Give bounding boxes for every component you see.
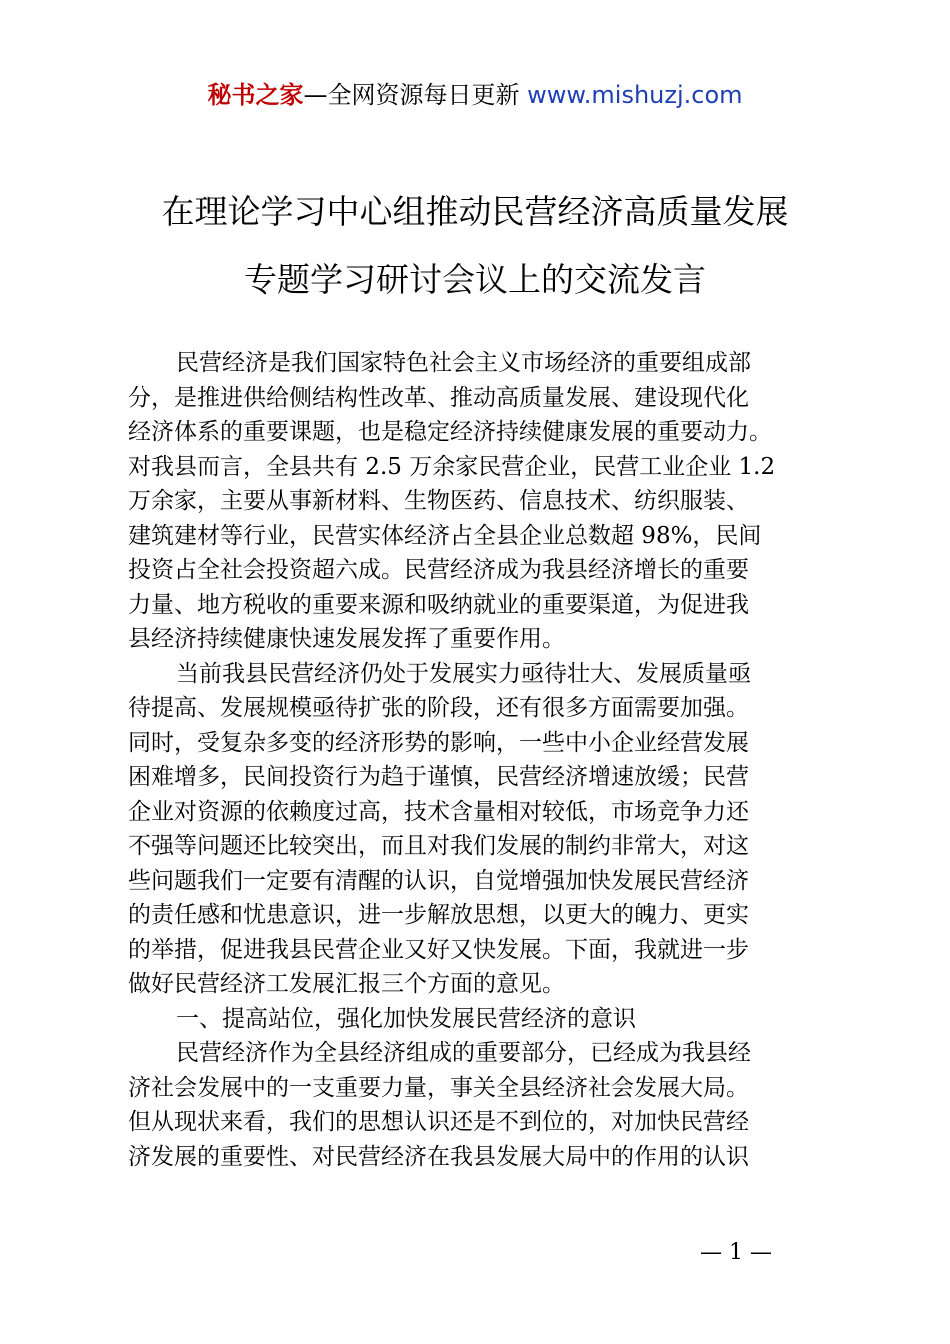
paragraph-line: 济社会发展中的一支重要力量，事关全县经济社会发展大局。 bbox=[128, 1074, 749, 1101]
document-title-line-2: 专题学习研讨会议上的交流发言 bbox=[244, 260, 706, 299]
paragraph-line: 民营经济是我们国家特色社会主义市场经济的重要组成部 bbox=[176, 350, 751, 376]
paragraph-line: 济发展的重要性、对民营经济在我县发展大局中的作用的认识 bbox=[128, 1143, 749, 1170]
paragraph-line: 万余家，主要从事新材料、生物医药、信息技术、纺织服装、 bbox=[128, 488, 749, 514]
paragraph-line: 民营经济作为全县经济组成的重要部分，已经成为我县经 bbox=[176, 1040, 751, 1066]
page-number: — 1 — bbox=[700, 1240, 772, 1265]
section-heading: 一、提高站位，强化加快发展民营经济的意识 bbox=[176, 1005, 636, 1032]
paragraph-line: 同时，受复杂多变的经济形势的影响，一些中小企业经营发展 bbox=[128, 729, 749, 756]
brand-name: 秘书之家 bbox=[207, 81, 304, 109]
paragraph-line: 当前我县民营经济仍处于发展实力亟待壮大、发展质量亟 bbox=[176, 660, 751, 687]
paragraph-line: 的举措，促进我县民营企业又好又快发展。下面，我就进一步 bbox=[128, 936, 749, 963]
document-title-line-1: 在理论学习中心组推动民营经济高质量发展 bbox=[161, 192, 789, 231]
site-header bbox=[0, 78, 950, 112]
paragraph-line: 的责任感和忧患意识，进一步解放思想，以更大的魄力、更实 bbox=[128, 902, 749, 928]
paragraph-line: 些问题我们一定要有清醒的认识，自觉增强加快发展民营经济 bbox=[128, 867, 749, 894]
paragraph-line: 对我县而言，全县共有 2.5 万余家民营企业，民营工业企业 1.2 bbox=[128, 453, 776, 480]
paragraph-line: 企业对资源的依赖度过高，技术含量相对较低，市场竞争力还 bbox=[128, 798, 749, 825]
paragraph-line: 建筑建材等行业，民营实体经济占全县企业总数超 98%，民间 bbox=[128, 522, 762, 549]
paragraph-line: 不强等问题还比较突出，而且对我们发展的制约非常大，对这 bbox=[128, 833, 749, 859]
paragraph-line: 分，是推进供给侧结构性改革、推动高质量发展、建设现代化 bbox=[128, 384, 749, 411]
paragraph-line: 县经济持续健康快速发展发挥了重要作用。 bbox=[128, 626, 565, 652]
site-url-link[interactable]: www.mishuzj.com bbox=[527, 81, 743, 109]
paragraph-line: 待提高、发展规模亟待扩张的阶段，还有很多方面需要加强。 bbox=[128, 695, 749, 721]
paragraph-line: 做好民营经济工发展汇报三个方面的意见。 bbox=[128, 971, 565, 997]
paragraph-line: 投资占全社会投资超六成。民营经济成为我县经济增长的重要 bbox=[128, 557, 749, 583]
paragraph-line: 但从现状来看，我们的思想认识还是不到位的，对加快民营经 bbox=[128, 1109, 749, 1135]
header-tagline: —全网资源每日更新 bbox=[303, 81, 520, 109]
document-body bbox=[128, 346, 848, 1174]
paragraph-line: 困难增多，民间投资行为趋于谨慎，民营经济增速放缓；民营 bbox=[128, 764, 749, 790]
paragraph-line: 力量、地方税收的重要来源和吸纳就业的重要渠道，为促进我 bbox=[128, 591, 749, 618]
paragraph-line: 经济体系的重要课题，也是稳定经济持续健康发展的重要动力。 bbox=[128, 419, 772, 445]
